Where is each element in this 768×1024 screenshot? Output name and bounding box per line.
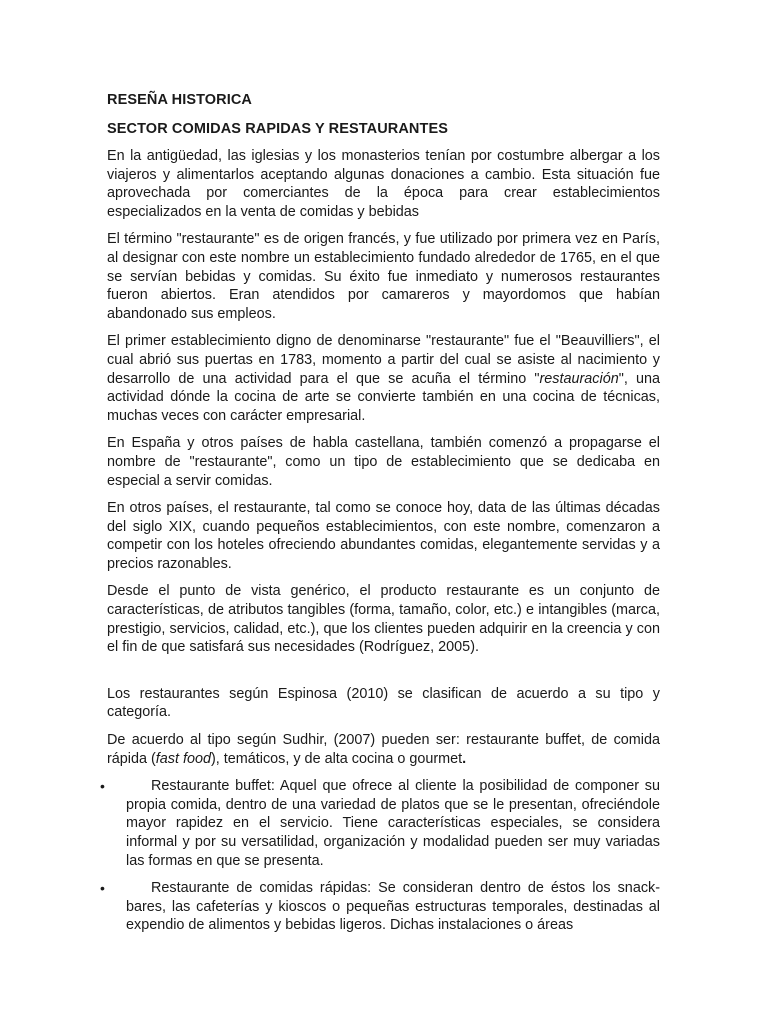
paragraph-otros-paises: En otros países, el restaurante, tal como se conoce hoy, data de las últimas décadas del siglo XIX, cuando pequeños establecimientos, con este nombre, comenzaron a competir con los hoteles ofreciendo abundantes comidas, elegantemente servidas y a precios razonables. bbox=[107, 500, 660, 572]
list-item-text: Restaurante buffet: Aquel que ofrece al cliente la posibilidad de componer su propia comida, dentro de una variedad de platos que se le presentan, ofreciéndole mayor rapidez en el servicio. Tiene características especiales, se considera informal y por su versatilidad, organización y modalidad pueden ser muy variadas las formas en que se presenta. bbox=[126, 778, 660, 869]
list-item-text: Restaurante de comidas rápidas: Se consideran dentro de éstos los snack-bares, las cafeterías y kioscos o pequeñas estructuras temporales, destinadas al expendio de alimentos y bebidas ligeros. Dichas instalaciones o áreas bbox=[126, 880, 660, 934]
restaurant-types-list bbox=[100, 777, 660, 935]
document-title: RESEÑA HISTORICA bbox=[107, 92, 253, 108]
paragraph-termino-restaurante: El término "restaurante" es de origen francés, y fue utilizado por primera vez en París, al designar con este nombre un establecimiento fundado alrededor de 1765, en el que se servían bebidas y comidas. Su éxito fue inmediato y numerosos restaurantes fueron abiertos. Eran atendidos por camareros y mayordomos que habían abandonado sus empleos. bbox=[107, 231, 660, 322]
paragraph-antiguedad: En la antigüedad, las iglesias y los monasterios tenían por costumbre albergar a los viajeros y alimentarlos aceptando algunas donaciones a cambio. Esta situación fue aprovechada por comerciantes de la época para crear establecimientos especializados en la venta de comidas y bebidas bbox=[107, 148, 660, 220]
paragraph-primer-establecimiento bbox=[107, 332, 660, 425]
paragraph-text: ), temáticos, y de alta cocina o gourmet bbox=[211, 750, 463, 767]
document-subtitle: SECTOR COMIDAS RAPIDAS Y RESTAURANTES bbox=[107, 121, 449, 137]
document-page bbox=[100, 90, 660, 944]
bullet-icon: • bbox=[100, 778, 105, 795]
paragraph-clasificacion: Los restaurantes según Espinosa (2010) se clasifican de acuerdo a su tipo y categoría. bbox=[107, 685, 660, 721]
paragraph-text: De acuerdo al tipo según Sudhir, (2007) pueden ser: restaurante buffet, de comida rápida ( bbox=[107, 732, 660, 767]
paragraph-punto-de-vista: Desde el punto de vista genérico, el producto restaurante es un conjunto de características, de atributos tangibles (forma, tamaño, color, etc.) e intangibles (marca, prestigio, servicios, calidad, etc.), que los clientes pueden adquirir en la creencia y con el fin de que satisfará sus necesidades (Rodríguez, 2005). bbox=[107, 583, 660, 656]
italic-term-restauracion: restauración bbox=[539, 370, 619, 387]
paragraph-espana: En España y otros países de habla castellana, también comenzó a propagarse el nombre de "restaurante", como un tipo de establecimiento que se dedicaba en especial a servir comidas. bbox=[107, 435, 660, 489]
bullet-icon: • bbox=[100, 880, 105, 897]
paragraph-text: ", una actividad dónde la cocina de arte se convierte también en una cocina de técnicas, muchas veces con carácter empresarial. bbox=[107, 370, 660, 424]
paragraph-tipos bbox=[107, 731, 660, 768]
list-item bbox=[100, 879, 660, 935]
bold-period: . bbox=[462, 750, 467, 767]
italic-term-fast-food: fast food bbox=[155, 750, 211, 767]
paragraph-text: El primer establecimiento digno de denominarse "restaurante" fue el "Beauvilliers", el cual abrió sus puertas en 1783, momento a partir del cual se asiste al nacimiento y desarrollo de una actividad para el que se acuña el término " bbox=[107, 333, 660, 387]
list-item bbox=[100, 777, 660, 870]
